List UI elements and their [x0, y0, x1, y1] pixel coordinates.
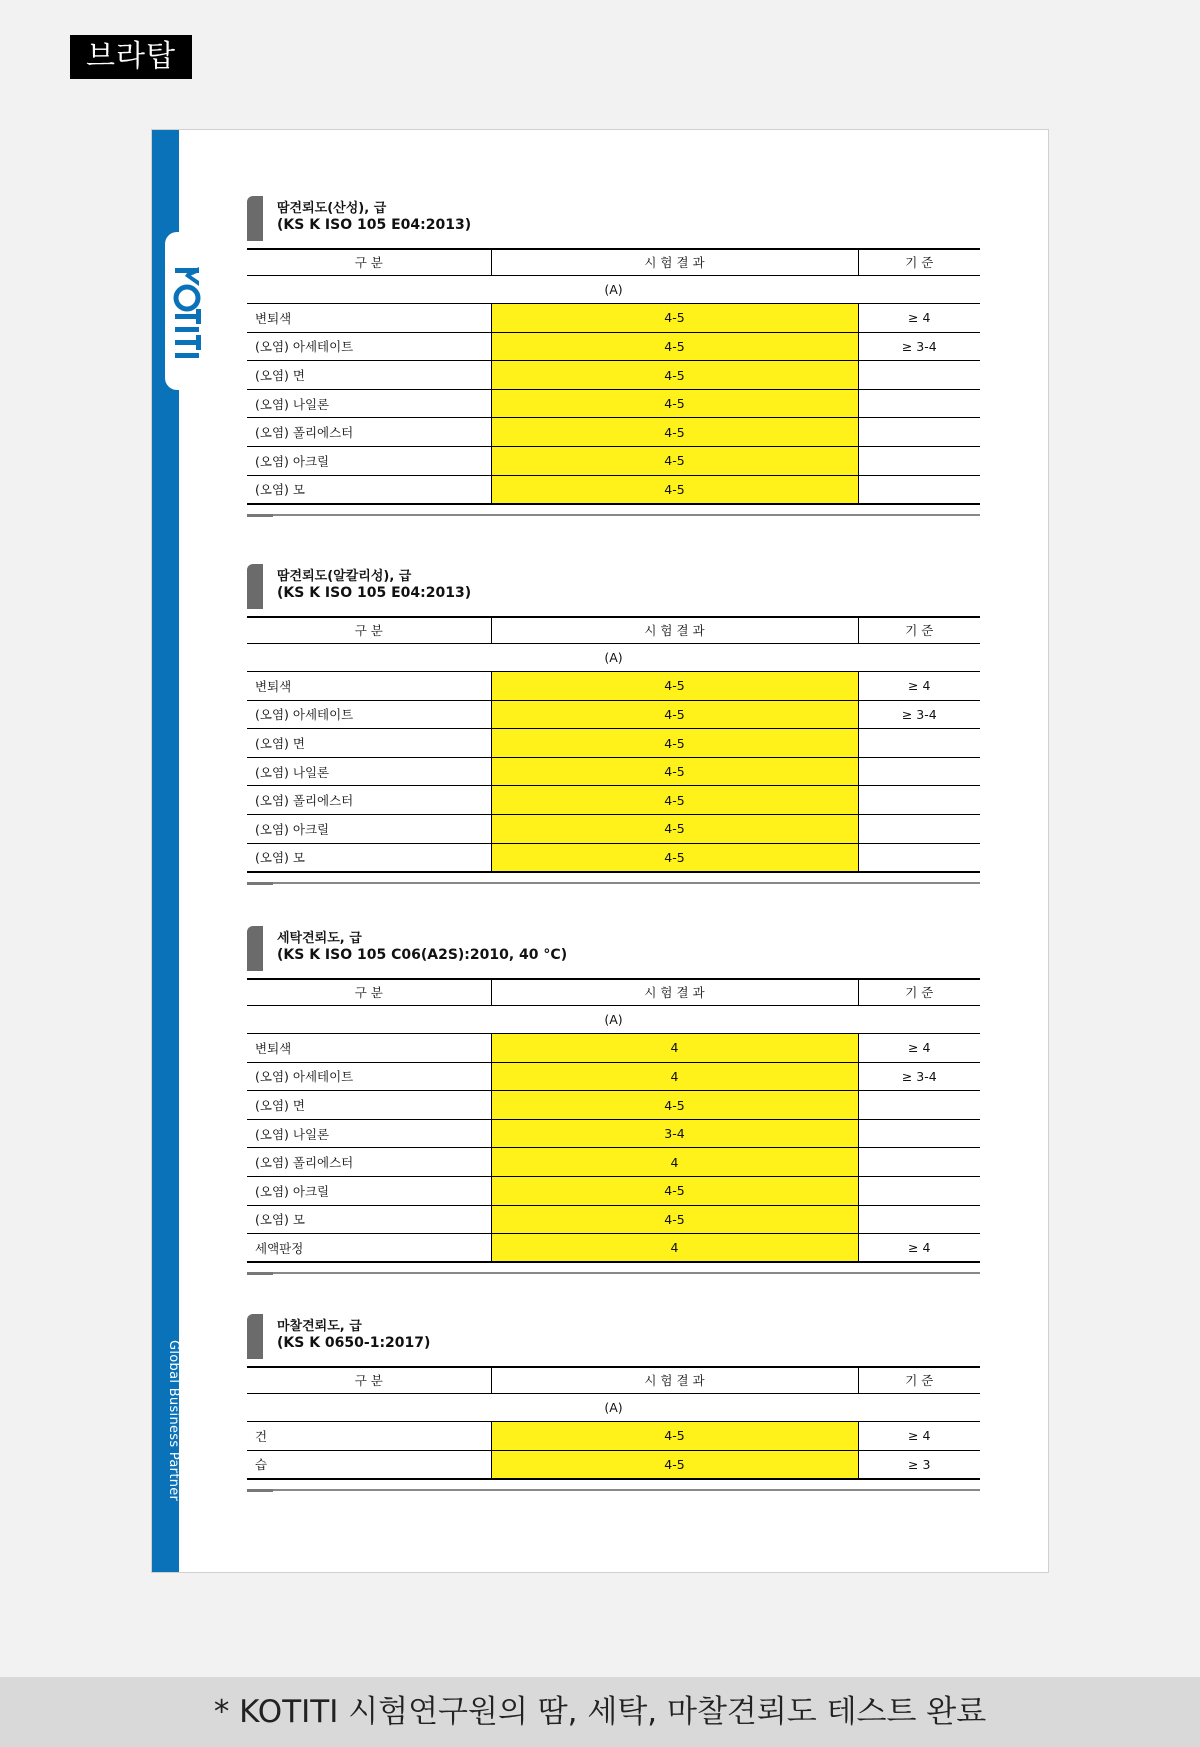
row-label: 습	[247, 1450, 491, 1479]
row-label: (오염) 나일론	[247, 389, 491, 418]
table-row	[247, 729, 980, 758]
row-result: 4	[491, 1062, 858, 1091]
row-standard	[858, 475, 980, 504]
header-result: 시 험 결 과	[491, 249, 858, 275]
row-label: (오염) 모	[247, 843, 491, 872]
row-standard	[858, 418, 980, 447]
row-standard	[858, 815, 980, 844]
table-row	[247, 389, 980, 418]
section-marker	[247, 926, 263, 971]
row-label: 변퇴색	[247, 672, 491, 701]
row-standard	[858, 447, 980, 476]
row-result: 4	[491, 1234, 858, 1263]
results-table	[247, 1366, 980, 1480]
tagline: Global Business Partner	[166, 1340, 181, 1502]
sample-label: (A)	[247, 1005, 980, 1034]
table-row	[247, 1234, 980, 1263]
table-row	[247, 332, 980, 361]
row-standard: ≥ 4	[858, 1422, 980, 1451]
row-standard: ≥ 3-4	[858, 700, 980, 729]
sample-label: (A)	[247, 275, 980, 304]
row-result: 4-5	[491, 843, 858, 872]
section-rubbing	[247, 1314, 980, 1494]
row-label: (오염) 아크릴	[247, 815, 491, 844]
section-divider	[247, 505, 980, 519]
product-name-label: 브라탑	[70, 35, 192, 79]
row-standard: ≥ 3-4	[858, 1062, 980, 1091]
row-standard	[858, 1177, 980, 1206]
header-category: 구 분	[247, 1367, 491, 1393]
header-standard: 기 준	[858, 617, 980, 643]
table-row	[247, 418, 980, 447]
row-standard: ≥ 4	[858, 304, 980, 333]
section-marker	[247, 196, 263, 241]
table-row	[247, 475, 980, 504]
section-title: 마찰견뢰도, 급	[277, 1319, 362, 1334]
header-standard: 기 준	[858, 1367, 980, 1393]
table-row	[247, 843, 980, 872]
row-label: 건	[247, 1422, 491, 1451]
table-row	[247, 1205, 980, 1234]
section-standard-code: (KS K ISO 105 C06(A2S):2010, 40 °C)	[277, 947, 568, 963]
section-sweat-acid	[247, 196, 980, 519]
table-row	[247, 1148, 980, 1177]
table-row	[247, 361, 980, 390]
section-title: 세탁견뢰도, 급	[277, 931, 362, 946]
row-result: 4-5	[491, 729, 858, 758]
row-standard	[858, 361, 980, 390]
row-standard	[858, 1091, 980, 1120]
table-row	[247, 1034, 980, 1063]
table-row	[247, 1062, 980, 1091]
row-result: 4-5	[491, 418, 858, 447]
row-result: 4-5	[491, 815, 858, 844]
row-result: 4-5	[491, 304, 858, 333]
section-title: 땀견뢰도(산성), 급	[277, 201, 387, 216]
row-label: (오염) 면	[247, 361, 491, 390]
section-marker	[247, 564, 263, 609]
row-standard	[858, 757, 980, 786]
kotiti-logo-icon	[172, 264, 202, 364]
table-row	[247, 815, 980, 844]
row-standard: ≥ 4	[858, 672, 980, 701]
row-result: 4-5	[491, 475, 858, 504]
results-table	[247, 616, 980, 873]
section-divider	[247, 873, 980, 887]
row-label: (오염) 아세테이트	[247, 700, 491, 729]
table-row	[247, 757, 980, 786]
test-report-document	[151, 129, 1049, 1573]
caption-text: * KOTITI 시험연구원의 땀, 세탁, 마찰견뢰도 테스트 완료	[213, 1694, 987, 1730]
results-table	[247, 248, 980, 505]
row-label: 세액판정	[247, 1234, 491, 1263]
header-category: 구 분	[247, 249, 491, 275]
row-label: (오염) 면	[247, 729, 491, 758]
table-row	[247, 1450, 980, 1479]
table-row	[247, 1119, 980, 1148]
table-row	[247, 447, 980, 476]
row-result: 4-5	[491, 361, 858, 390]
row-label: (오염) 모	[247, 475, 491, 504]
table-row	[247, 304, 980, 333]
row-label: (오염) 모	[247, 1205, 491, 1234]
row-label: (오염) 아크릴	[247, 1177, 491, 1206]
table-row	[247, 1091, 980, 1120]
row-standard: ≥ 3	[858, 1450, 980, 1479]
section-standard-code: (KS K ISO 105 E04:2013)	[277, 585, 472, 601]
section-divider	[247, 1480, 980, 1494]
row-standard	[858, 1119, 980, 1148]
row-label: 변퇴색	[247, 304, 491, 333]
header-result: 시 험 결 과	[491, 979, 858, 1005]
table-row	[247, 1177, 980, 1206]
header-category: 구 분	[247, 617, 491, 643]
row-result: 4-5	[491, 1422, 858, 1451]
row-standard: ≥ 3-4	[858, 332, 980, 361]
row-label: (오염) 폴리에스터	[247, 418, 491, 447]
row-result: 4-5	[491, 757, 858, 786]
row-result: 4-5	[491, 700, 858, 729]
row-standard	[858, 1148, 980, 1177]
header-result: 시 험 결 과	[491, 617, 858, 643]
row-label: (오염) 나일론	[247, 757, 491, 786]
header-standard: 기 준	[858, 979, 980, 1005]
row-label: (오염) 폴리에스터	[247, 786, 491, 815]
row-label: (오염) 아크릴	[247, 447, 491, 476]
row-standard	[858, 729, 980, 758]
sample-label: (A)	[247, 1393, 980, 1422]
section-standard-code: (KS K ISO 105 E04:2013)	[277, 217, 472, 233]
table-row	[247, 1422, 980, 1451]
row-label: (오염) 폴리에스터	[247, 1148, 491, 1177]
results-table	[247, 978, 980, 1263]
row-result: 4	[491, 1148, 858, 1177]
row-standard: ≥ 4	[858, 1034, 980, 1063]
row-result: 4-5	[491, 672, 858, 701]
row-standard	[858, 1205, 980, 1234]
table-row	[247, 786, 980, 815]
row-result: 4-5	[491, 1450, 858, 1479]
section-title: 땀견뢰도(알칼리성), 급	[277, 569, 412, 584]
row-result: 4	[491, 1034, 858, 1063]
section-marker	[247, 1314, 263, 1359]
row-result: 4-5	[491, 1205, 858, 1234]
section-sweat-alkaline	[247, 564, 980, 887]
table-row	[247, 672, 980, 701]
section-standard-code: (KS K 0650-1:2017)	[277, 1335, 431, 1351]
section-washing	[247, 926, 980, 1277]
row-standard: ≥ 4	[858, 1234, 980, 1263]
row-label: 변퇴색	[247, 1034, 491, 1063]
sample-label: (A)	[247, 643, 980, 672]
row-label: (오염) 나일론	[247, 1119, 491, 1148]
row-label: (오염) 아세테이트	[247, 332, 491, 361]
header-category: 구 분	[247, 979, 491, 1005]
row-standard	[858, 389, 980, 418]
row-result: 3-4	[491, 1119, 858, 1148]
row-label: (오염) 면	[247, 1091, 491, 1120]
caption-bar	[0, 1677, 1200, 1747]
header-result: 시 험 결 과	[491, 1367, 858, 1393]
header-standard: 기 준	[858, 249, 980, 275]
table-row	[247, 700, 980, 729]
row-result: 4-5	[491, 389, 858, 418]
row-result: 4-5	[491, 447, 858, 476]
section-divider	[247, 1263, 980, 1277]
row-result: 4-5	[491, 786, 858, 815]
row-standard	[858, 786, 980, 815]
row-result: 4-5	[491, 332, 858, 361]
row-result: 4-5	[491, 1177, 858, 1206]
row-standard	[858, 843, 980, 872]
row-result: 4-5	[491, 1091, 858, 1120]
row-label: (오염) 아세테이트	[247, 1062, 491, 1091]
